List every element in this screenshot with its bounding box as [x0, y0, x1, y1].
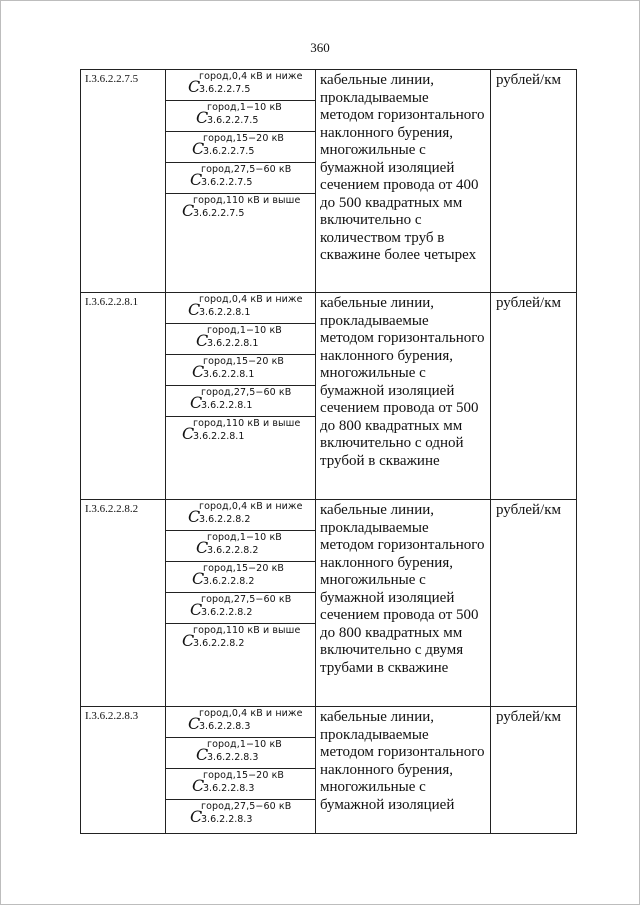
formula-subscript: 3.6.2.2.8.1: [207, 338, 259, 349]
formula-symbol: C: [190, 807, 203, 826]
tariff-table: [80, 69, 577, 834]
formula-cell: [166, 324, 315, 355]
formula-superscript: город,110 кВ и выше: [193, 195, 301, 206]
formula-symbol: C: [190, 393, 203, 412]
table-row: [81, 500, 577, 707]
formula-superscript: город,1−10 кВ: [207, 325, 282, 336]
formula-list: [166, 293, 316, 500]
row-code: I.3.6.2.2.7.5: [81, 70, 166, 293]
formula-subscript: 3.6.2.2.8.1: [203, 369, 255, 380]
formula-symbol: C: [196, 331, 209, 350]
formula-symbol: C: [196, 745, 209, 764]
formula-subscript: 3.6.2.2.8.2: [207, 545, 259, 556]
formula-list: [166, 70, 316, 293]
table-row: [81, 293, 577, 500]
formula-superscript: город,1−10 кВ: [207, 532, 282, 543]
formula-symbol: C: [190, 170, 203, 189]
formula-superscript: город,27,5−60 кВ: [201, 164, 292, 175]
row-description: кабельные линии, прокладываемые методом горизонтального наклонного бурения, многожильные с бумажной изоляцией сечением провода от 400 до 500 квадратных мм включительно с количеством труб в скважине более четырех: [316, 70, 491, 293]
formula-symbol: C: [192, 139, 205, 158]
row-code: I.3.6.2.2.8.2: [81, 500, 166, 707]
row-description: кабельные линии, прокладываемые методом горизонтального наклонного бурения, многожильные с бумажной изоляцией сечением провода от 500 до 800 квадратных мм включительно с одной трубой в скважине: [316, 293, 491, 500]
formula-symbol: C: [188, 714, 201, 733]
formula-cell: [166, 101, 315, 132]
formula-list: [166, 707, 316, 834]
formula-subscript: 3.6.2.2.7.5: [199, 84, 251, 95]
table-row: [81, 70, 577, 293]
formula-subscript: 3.6.2.2.7.5: [201, 177, 253, 188]
formula-symbol: C: [182, 424, 195, 443]
formula-cell: [166, 70, 315, 101]
formula-cell: [166, 386, 315, 417]
formula-symbol: C: [188, 300, 201, 319]
formula-cell: [166, 417, 315, 447]
formula-superscript: город,0,4 кВ и ниже: [199, 71, 303, 82]
formula-subscript: 3.6.2.2.8.1: [193, 431, 245, 442]
formula-symbol: C: [188, 507, 201, 526]
formula-cell: [166, 132, 315, 163]
formula-subscript: 3.6.2.2.7.5: [207, 115, 259, 126]
formula-symbol: C: [192, 362, 205, 381]
formula-cell: [166, 769, 315, 800]
formula-superscript: город,0,4 кВ и ниже: [199, 708, 303, 719]
row-code: I.3.6.2.2.8.1: [81, 293, 166, 500]
formula-cell: [166, 562, 315, 593]
row-description: кабельные линии, прокладываемые методом горизонтального наклонного бурения, многожильные с бумажной изоляцией: [316, 707, 491, 834]
formula-subscript: 3.6.2.2.8.1: [199, 307, 251, 318]
formula-superscript: город,27,5−60 кВ: [201, 801, 292, 812]
formula-subscript: 3.6.2.2.8.2: [199, 514, 251, 525]
page-number: 360: [310, 40, 330, 55]
formula-subscript: 3.6.2.2.8.3: [203, 783, 255, 794]
formula-symbol: C: [192, 776, 205, 795]
formula-superscript: город,1−10 кВ: [207, 102, 282, 113]
formula-cell: [166, 624, 315, 654]
table-row: [81, 707, 577, 834]
formula-superscript: город,27,5−60 кВ: [201, 387, 292, 398]
formula-cell: [166, 593, 315, 624]
formula-list: [166, 500, 316, 707]
formula-subscript: 3.6.2.2.8.3: [201, 814, 253, 825]
row-unit: рублей/км: [491, 500, 577, 707]
formula-cell: [166, 738, 315, 769]
row-unit: рублей/км: [491, 707, 577, 834]
formula-cell: [166, 531, 315, 562]
formula-cell: [166, 355, 315, 386]
formula-subscript: 3.6.2.2.8.3: [199, 721, 251, 732]
formula-superscript: город,15−20 кВ: [203, 563, 285, 574]
formula-subscript: 3.6.2.2.8.1: [201, 400, 253, 411]
formula-subscript: 3.6.2.2.7.5: [203, 146, 255, 157]
formula-symbol: C: [188, 77, 201, 96]
formula-cell: [166, 500, 315, 531]
formula-superscript: город,15−20 кВ: [203, 770, 285, 781]
formula-superscript: город,1−10 кВ: [207, 739, 282, 750]
formula-subscript: 3.6.2.2.7.5: [193, 208, 245, 219]
row-unit: рублей/км: [491, 70, 577, 293]
formula-superscript: город,110 кВ и выше: [193, 418, 301, 429]
formula-symbol: C: [196, 538, 209, 557]
formula-cell: [166, 163, 315, 194]
formula-cell: [166, 293, 315, 324]
formula-symbol: C: [190, 600, 203, 619]
formula-subscript: 3.6.2.2.8.2: [201, 607, 253, 618]
formula-symbol: C: [192, 569, 205, 588]
formula-subscript: 3.6.2.2.8.3: [207, 752, 259, 763]
formula-superscript: город,15−20 кВ: [203, 133, 285, 144]
formula-cell: [166, 707, 315, 738]
formula-symbol: C: [182, 631, 195, 650]
formula-superscript: город,0,4 кВ и ниже: [199, 294, 303, 305]
row-unit: рублей/км: [491, 293, 577, 500]
formula-superscript: город,15−20 кВ: [203, 356, 285, 367]
formula-superscript: город,110 кВ и выше: [193, 625, 301, 636]
formula-subscript: 3.6.2.2.8.2: [193, 638, 245, 649]
formula-symbol: C: [182, 201, 195, 220]
row-code: I.3.6.2.2.8.3: [81, 707, 166, 834]
formula-symbol: C: [196, 108, 209, 127]
formula-subscript: 3.6.2.2.8.2: [203, 576, 255, 587]
formula-superscript: город,0,4 кВ и ниже: [199, 501, 303, 512]
formula-superscript: город,27,5−60 кВ: [201, 594, 292, 605]
formula-cell: [166, 194, 315, 224]
formula-cell: [166, 800, 315, 830]
row-description: кабельные линии, прокладываемые методом горизонтального наклонного бурения, многожильные с бумажной изоляцией сечением провода от 500 до 800 квадратных мм включительно с двумя трубами в скважине: [316, 500, 491, 707]
